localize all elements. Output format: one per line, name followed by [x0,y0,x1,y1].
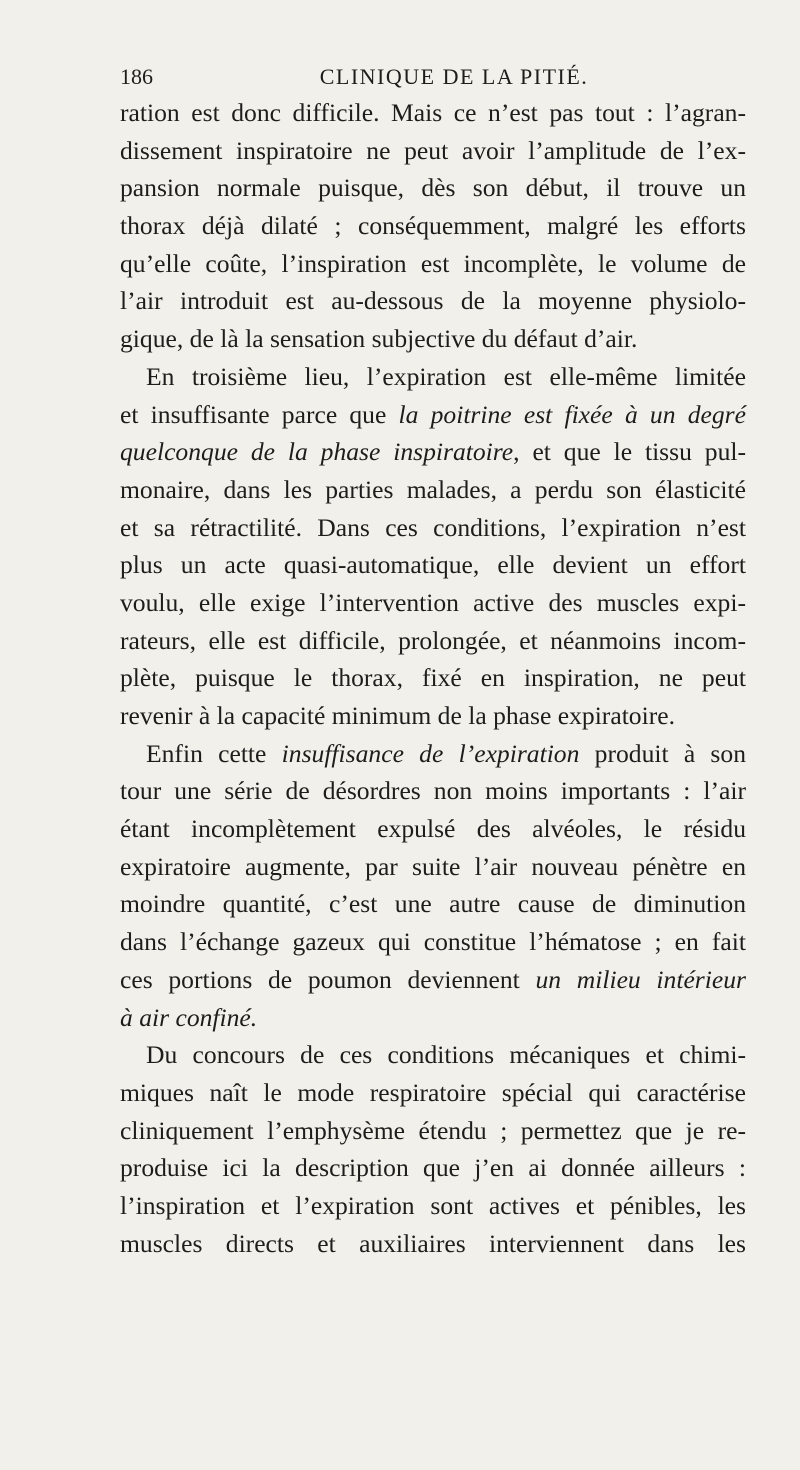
text-run: Enfin cette [146,738,282,768]
text-line [120,999,746,1037]
text-run: muscles directs et auxiliaires interviennent dans les [120,1228,746,1258]
text-run: l’air introduit est au-dessous de la moyenne physiolo- [120,286,746,316]
text-line [120,320,746,358]
text-run: produit à son [579,738,746,768]
text-run: étant incomplètement expulsé des alvéoles, le résidu [120,814,746,844]
italic-text: insuffisance de l’expiration [281,738,580,768]
text-line [120,1149,746,1187]
body-text [120,94,746,1262]
text-run: cliniquement l’emphysème étendu ; permettez que je re- [120,1115,746,1145]
text-run: , et que le tissu pul- [513,437,747,467]
text-run: expiratoire augmente, par suite l’air nouveau pénètre en [120,851,746,881]
text-line [120,697,746,735]
text-run: moindre quantité, c’est une autre cause de diminution [120,889,746,919]
text-line [120,659,746,697]
text-run: plète, puisque le thorax, fixé en inspiration, ne peut [120,663,746,693]
text-line [120,1036,746,1074]
text-run: l’inspiration et l’expiration sont actives et pénibles, les [120,1190,746,1220]
text-run: miques naît le mode respiratoire spécial qui caractérise [120,1077,746,1107]
text-line [120,885,746,923]
text-run: revenir à la capacité minimum de la phase expiratoire. [120,701,675,730]
text-run: et insuffisante parce que [120,399,399,429]
text-run: tour une série de désordres non moins importants : l’air [120,776,746,806]
text-run: ces portions de poumon deviennent [120,964,536,994]
text-line [120,1074,746,1112]
text-line [120,1187,746,1225]
italic-text: à air confiné. [120,1002,258,1032]
text-line [120,509,746,547]
text-line [120,396,746,434]
text-line [120,622,746,660]
text-line [120,132,746,170]
text-run: Du concours de ces conditions mécaniques et chimi- [146,1040,746,1070]
text-run: dissement inspiratoire ne peut avoir l’amplitude de l’ex- [120,135,746,165]
text-run: produise ici la description que j’en ai donnée ailleurs : [120,1153,746,1183]
italic-text: un milieu intérieur [535,964,746,994]
text-line [120,584,746,622]
text-line [120,245,746,283]
text-run: qu’elle coûte, l’inspiration est incomplète, le volume de [120,248,746,278]
text-line [120,923,746,961]
text-run: En troisième lieu, l’expiration est elle-même limitée [146,361,746,391]
text-line [120,358,746,396]
text-run: et sa rétractilité. Dans ces conditions, l’expiration n’est [120,512,746,542]
italic-text: la poitrine est fixée à un degré [398,399,746,429]
text-run: voulu, elle exige l’intervention active des muscles expi- [120,587,746,617]
text-line [120,94,746,132]
text-line [120,961,746,999]
running-title: CLINIQUE DE LA PITIÉ. [319,64,589,89]
italic-text: quelconque de la phase inspiratoire [120,437,514,467]
text-line [120,546,746,584]
text-line [120,207,746,245]
text-run: pansion normale puisque, dès son début, il trouve un [120,173,746,203]
text-line [120,433,746,471]
text-run: ration est donc difficile. Mais ce n’est pas tout : l’agran- [120,98,746,127]
text-run: rateurs, elle est difficile, prolongée, et néanmoins incom- [120,625,746,655]
text-line [120,282,746,320]
text-line [120,810,746,848]
running-head [120,64,748,94]
page-number: 186 [120,64,153,89]
text-line [120,772,746,810]
text-line [120,1112,746,1150]
text-run: thorax déjà dilaté ; conséquemment, malgré les efforts [120,211,746,241]
text-line [120,848,746,886]
text-line [120,471,746,509]
text-run: plus un acte quasi-automatique, elle devient un effort [120,550,746,580]
text-line [120,1225,746,1263]
text-run: dans l’échange gazeux qui constitue l’hématose ; en fait [120,927,746,957]
text-line [120,735,746,773]
text-line [120,169,746,207]
text-run: monaire, dans les parties malades, a perdu son élasticité [120,474,746,504]
text-run: gique, de là la sensation subjective du défaut d’air. [120,324,638,354]
